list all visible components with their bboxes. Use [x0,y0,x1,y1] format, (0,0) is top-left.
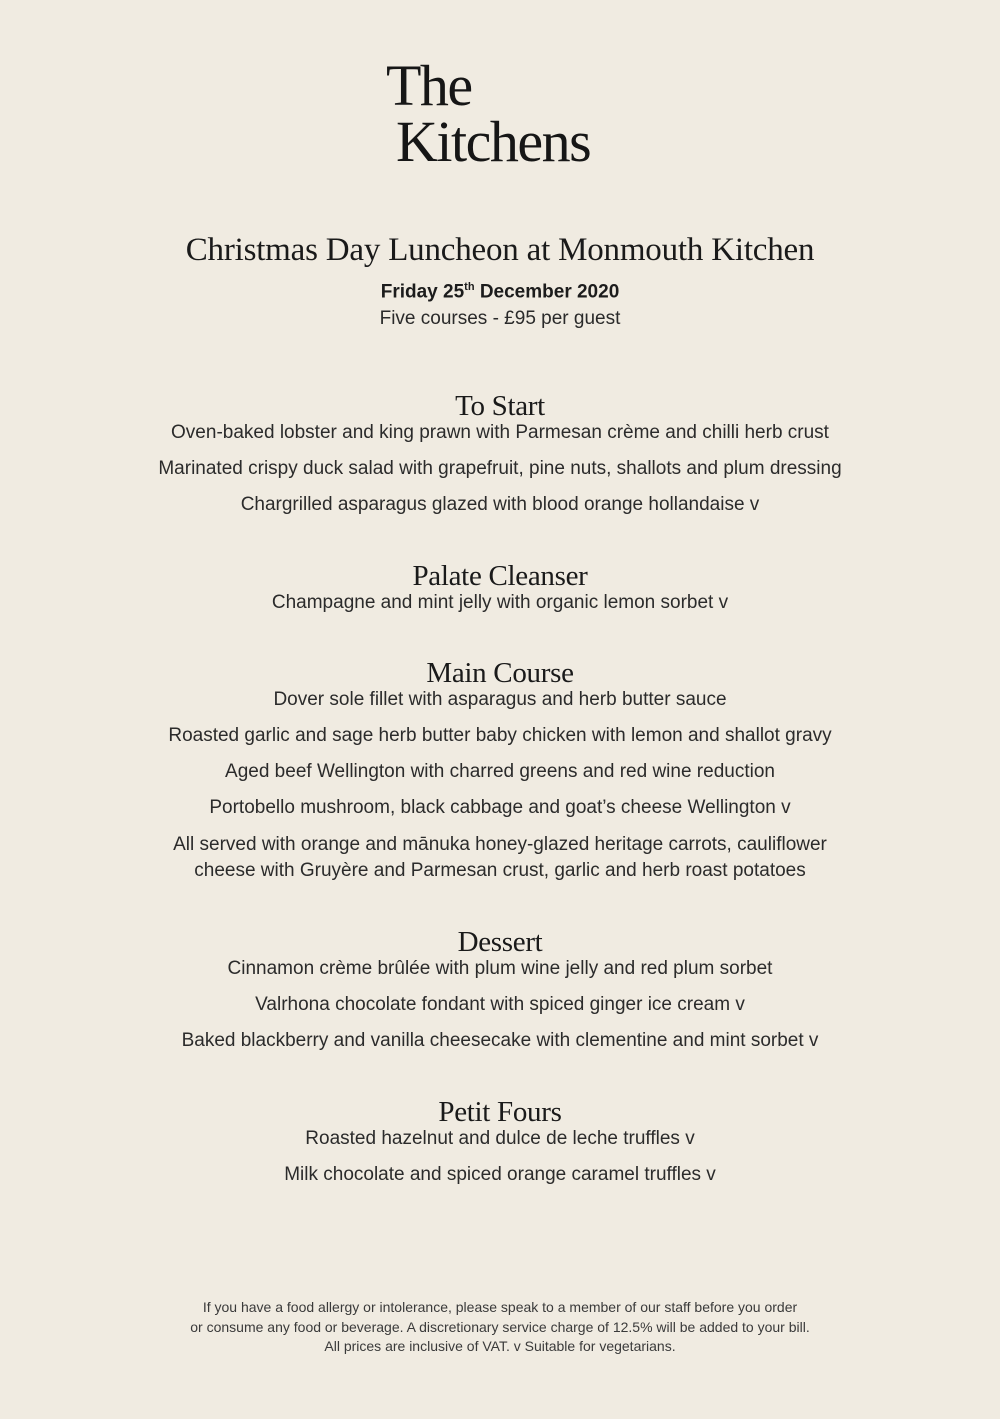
menu-item: Chargrilled asparagus glazed with blood orange hollandaise v [240,494,760,515]
menu-item: Milk chocolate and spiced orange caramel truffles v [284,1164,716,1185]
section-to-start [100,391,900,517]
menu-item: Oven-baked lobster and king prawn with Parmesan crème and chilli herb crust [171,422,829,443]
menu-item: Dover sole fillet with asparagus and herb butter sauce [273,689,727,710]
section-heading: Dessert [457,926,543,958]
menu-item: Roasted garlic and sage herb butter baby chicken with lemon and shallot gravy [168,725,832,746]
logo-line-2: Kitchens [396,109,591,174]
footer-line: If you have a food allergy or intolerance, please speak to a member of our staff before you order [202,1299,798,1315]
section-heading: Main Course [426,657,574,689]
menu-item: Valrhona chocolate fondant with spiced ginger ice cream v [255,994,745,1015]
menu-title: Christmas Day Luncheon at Monmouth Kitchen [185,232,815,268]
event-date [0,281,1000,303]
menu-item: Portobello mushroom, black cabbage and goat’s cheese Wellington v [209,797,791,818]
footer-line: or consume any food or beverage. A discretionary service charge of 12.5% will be added to your bill. [190,1318,810,1335]
menu-item: Aged beef Wellington with charred greens and red wine reduction [225,761,775,782]
menu-item: Cinnamon crème brûlée with plum wine jelly and red plum sorbet [227,958,773,979]
menu-item: Marinated crispy duck salad with grapefruit, pine nuts, shallots and plum dressing [158,458,842,479]
allergy-footer [150,1298,850,1357]
section-dessert [100,927,900,1053]
date-suffix: th [464,281,475,293]
section-palate-cleanser [100,561,900,615]
menu-item-sides: All served with orange and mānuka honey-glazed heritage carrots, cauliflower cheese with Gruyère and Parmesan crust, garlic and herb roast potatoes [173,834,827,881]
logo-line-1: The [386,53,472,118]
footer-line: All prices are inclusive of VAT. v Suitable for vegetarians. [324,1338,676,1354]
menu-item: Roasted hazelnut and dulce de leche truffles v [305,1128,695,1149]
section-main-course [100,658,900,884]
logo [386,53,591,174]
section-petit-fours [100,1097,900,1187]
menu-item: Baked blackberry and vanilla cheesecake with clementine and mint sorbet v [181,1030,819,1051]
section-heading: To Start [455,390,545,422]
section-heading: Palate Cleanser [412,560,588,592]
date-day: Friday 25 [380,281,465,303]
date-rest: December 2020 [474,281,620,303]
section-heading: Petit Fours [438,1096,562,1128]
price-info: Five courses - £95 per guest [379,308,621,329]
menu-item: Champagne and mint jelly with organic lemon sorbet v [271,592,729,613]
